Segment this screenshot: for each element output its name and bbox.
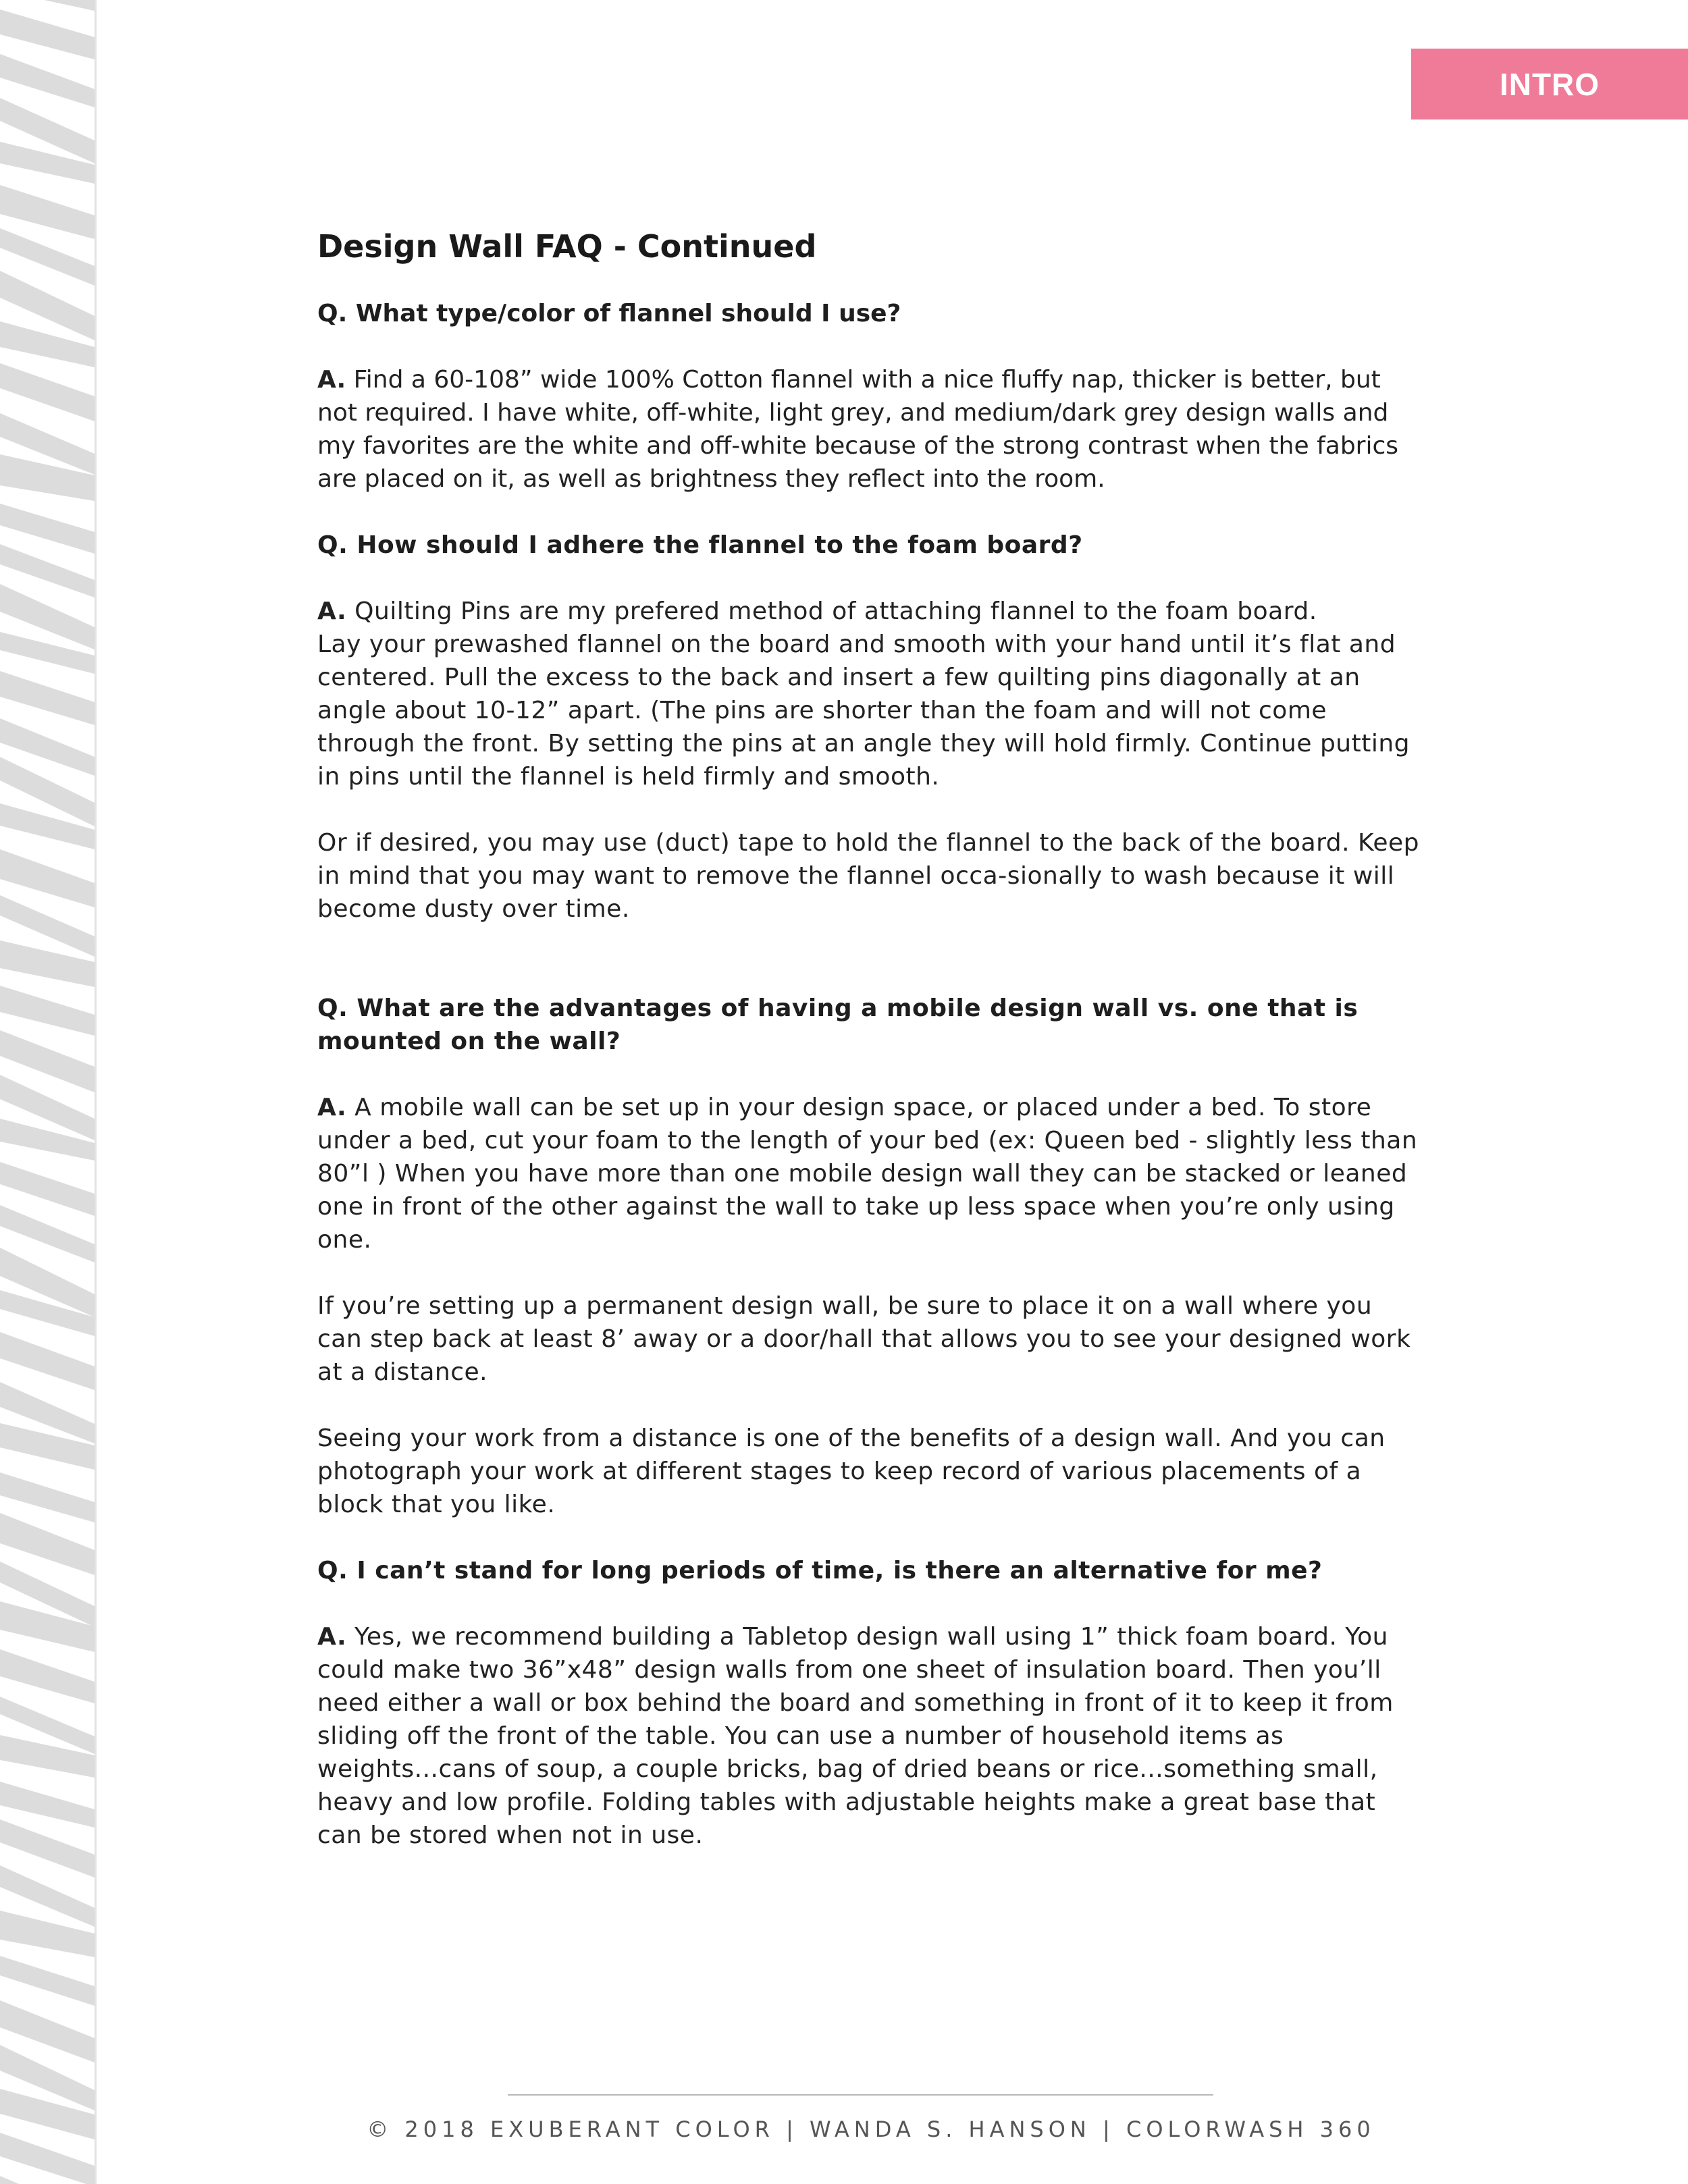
- stripe-border: [95, 0, 97, 2184]
- answer-1-text: Find a 60-108” wide 100% Cotton flannel with a nice fluffy nap, thicker is better, but not required. I have white, off-white, light grey, and medium/dark grey design walls and my favorites are the white and off-white because of the strong contrast when the fabrics are placed on it, as well as brightness they reflect into the room.: [317, 366, 1399, 493]
- answer-1: [317, 363, 1425, 496]
- answer-3: [317, 1091, 1425, 1256]
- section-tab-intro: [1411, 49, 1688, 119]
- faq-content: [317, 223, 1425, 1852]
- page-footer: © 2018 EXUBERANT COLOR | WANDA S. HANSON | COLORWASH 360: [367, 2116, 1375, 2142]
- question-1: Q. What type/color of flannel should I use?: [317, 300, 901, 327]
- answer-2-text: Quilting Pins are my prefered method of attaching flannel to the foam board.: [346, 597, 1317, 625]
- answer-4-text: Yes, we recommend building a Tabletop design wall using 1” thick foam board. You could make two 36”x48” design walls from one sheet of insulation board. Then you’ll need either a wall or box behind the board and something in front of it to keep it from sliding off the front of the table. You can use a number of household items as weights...cans of soup, a couple bricks, bag of dried beans or rice...something small, heavy and low profile. Folding tables with adjustable heights make a great base that can be stored when not in use.: [317, 1623, 1394, 1849]
- question-3: Q. What are the advantages of having a mobile design wall vs. one that is mounted on the wall?: [317, 994, 1359, 1055]
- answer-label: A.: [317, 1094, 347, 1121]
- answer-3-paragraph-2: If you’re setting up a permanent design wall, be sure to place it on a wall where you can step back at least 8’ away or a door/hall that allows you to see your designed work at a distance.: [317, 1292, 1411, 1386]
- answer-2-paragraph-2: Lay your prewashed flannel on the board and smooth with your hand until it’s flat and centered. Pull the excess to the back and insert a few quilting pins diagonally at an angle about 10-12” apart. (The pins are shorter than the foam and will not come through the front. By setting the pins at an angle they will hold firmly. Continue putting in pins until the flannel is held firmly and smooth.: [317, 631, 1410, 791]
- page-title: Design Wall FAQ - Continued: [317, 228, 817, 265]
- answer-label: A.: [317, 1623, 347, 1651]
- answer-3-paragraph-3: Seeing your work from a distance is one of the benefits of a design wall. And you can photograph your work at different stages to keep record of various placements of a block that you like.: [317, 1424, 1386, 1518]
- answer-2-paragraph-3: Or if desired, you may use (duct) tape to hold the flannel to the back of the board. Keep in mind that you may want to remove the flannel occa-sionally to wash because it will become dusty over time.: [317, 829, 1419, 923]
- answer-4: [317, 1620, 1425, 1852]
- section-tab-label: INTRO: [1499, 66, 1600, 102]
- answer-label: A.: [317, 366, 346, 394]
- question-4: Q. I can’t stand for long periods of time, is there an alternative for me?: [317, 1557, 1323, 1584]
- question-2: Q. How should I adhere the flannel to the foam board?: [317, 531, 1083, 559]
- decorative-zebra-stripe: [0, 0, 95, 2184]
- answer-3-text: A mobile wall can be set up in your design space, or placed under a bed. To store under a bed, cut your foam to the length of your bed (ex: Queen bed - slightly less than 80”l ) When you have more than one mobile design wall they can be stacked or leaned one in front of the other against the wall to take up less space when you’re only using one.: [317, 1094, 1418, 1254]
- answer-label: A.: [317, 597, 347, 625]
- answer-2: [317, 595, 1425, 628]
- footer-divider: [508, 2094, 1213, 2096]
